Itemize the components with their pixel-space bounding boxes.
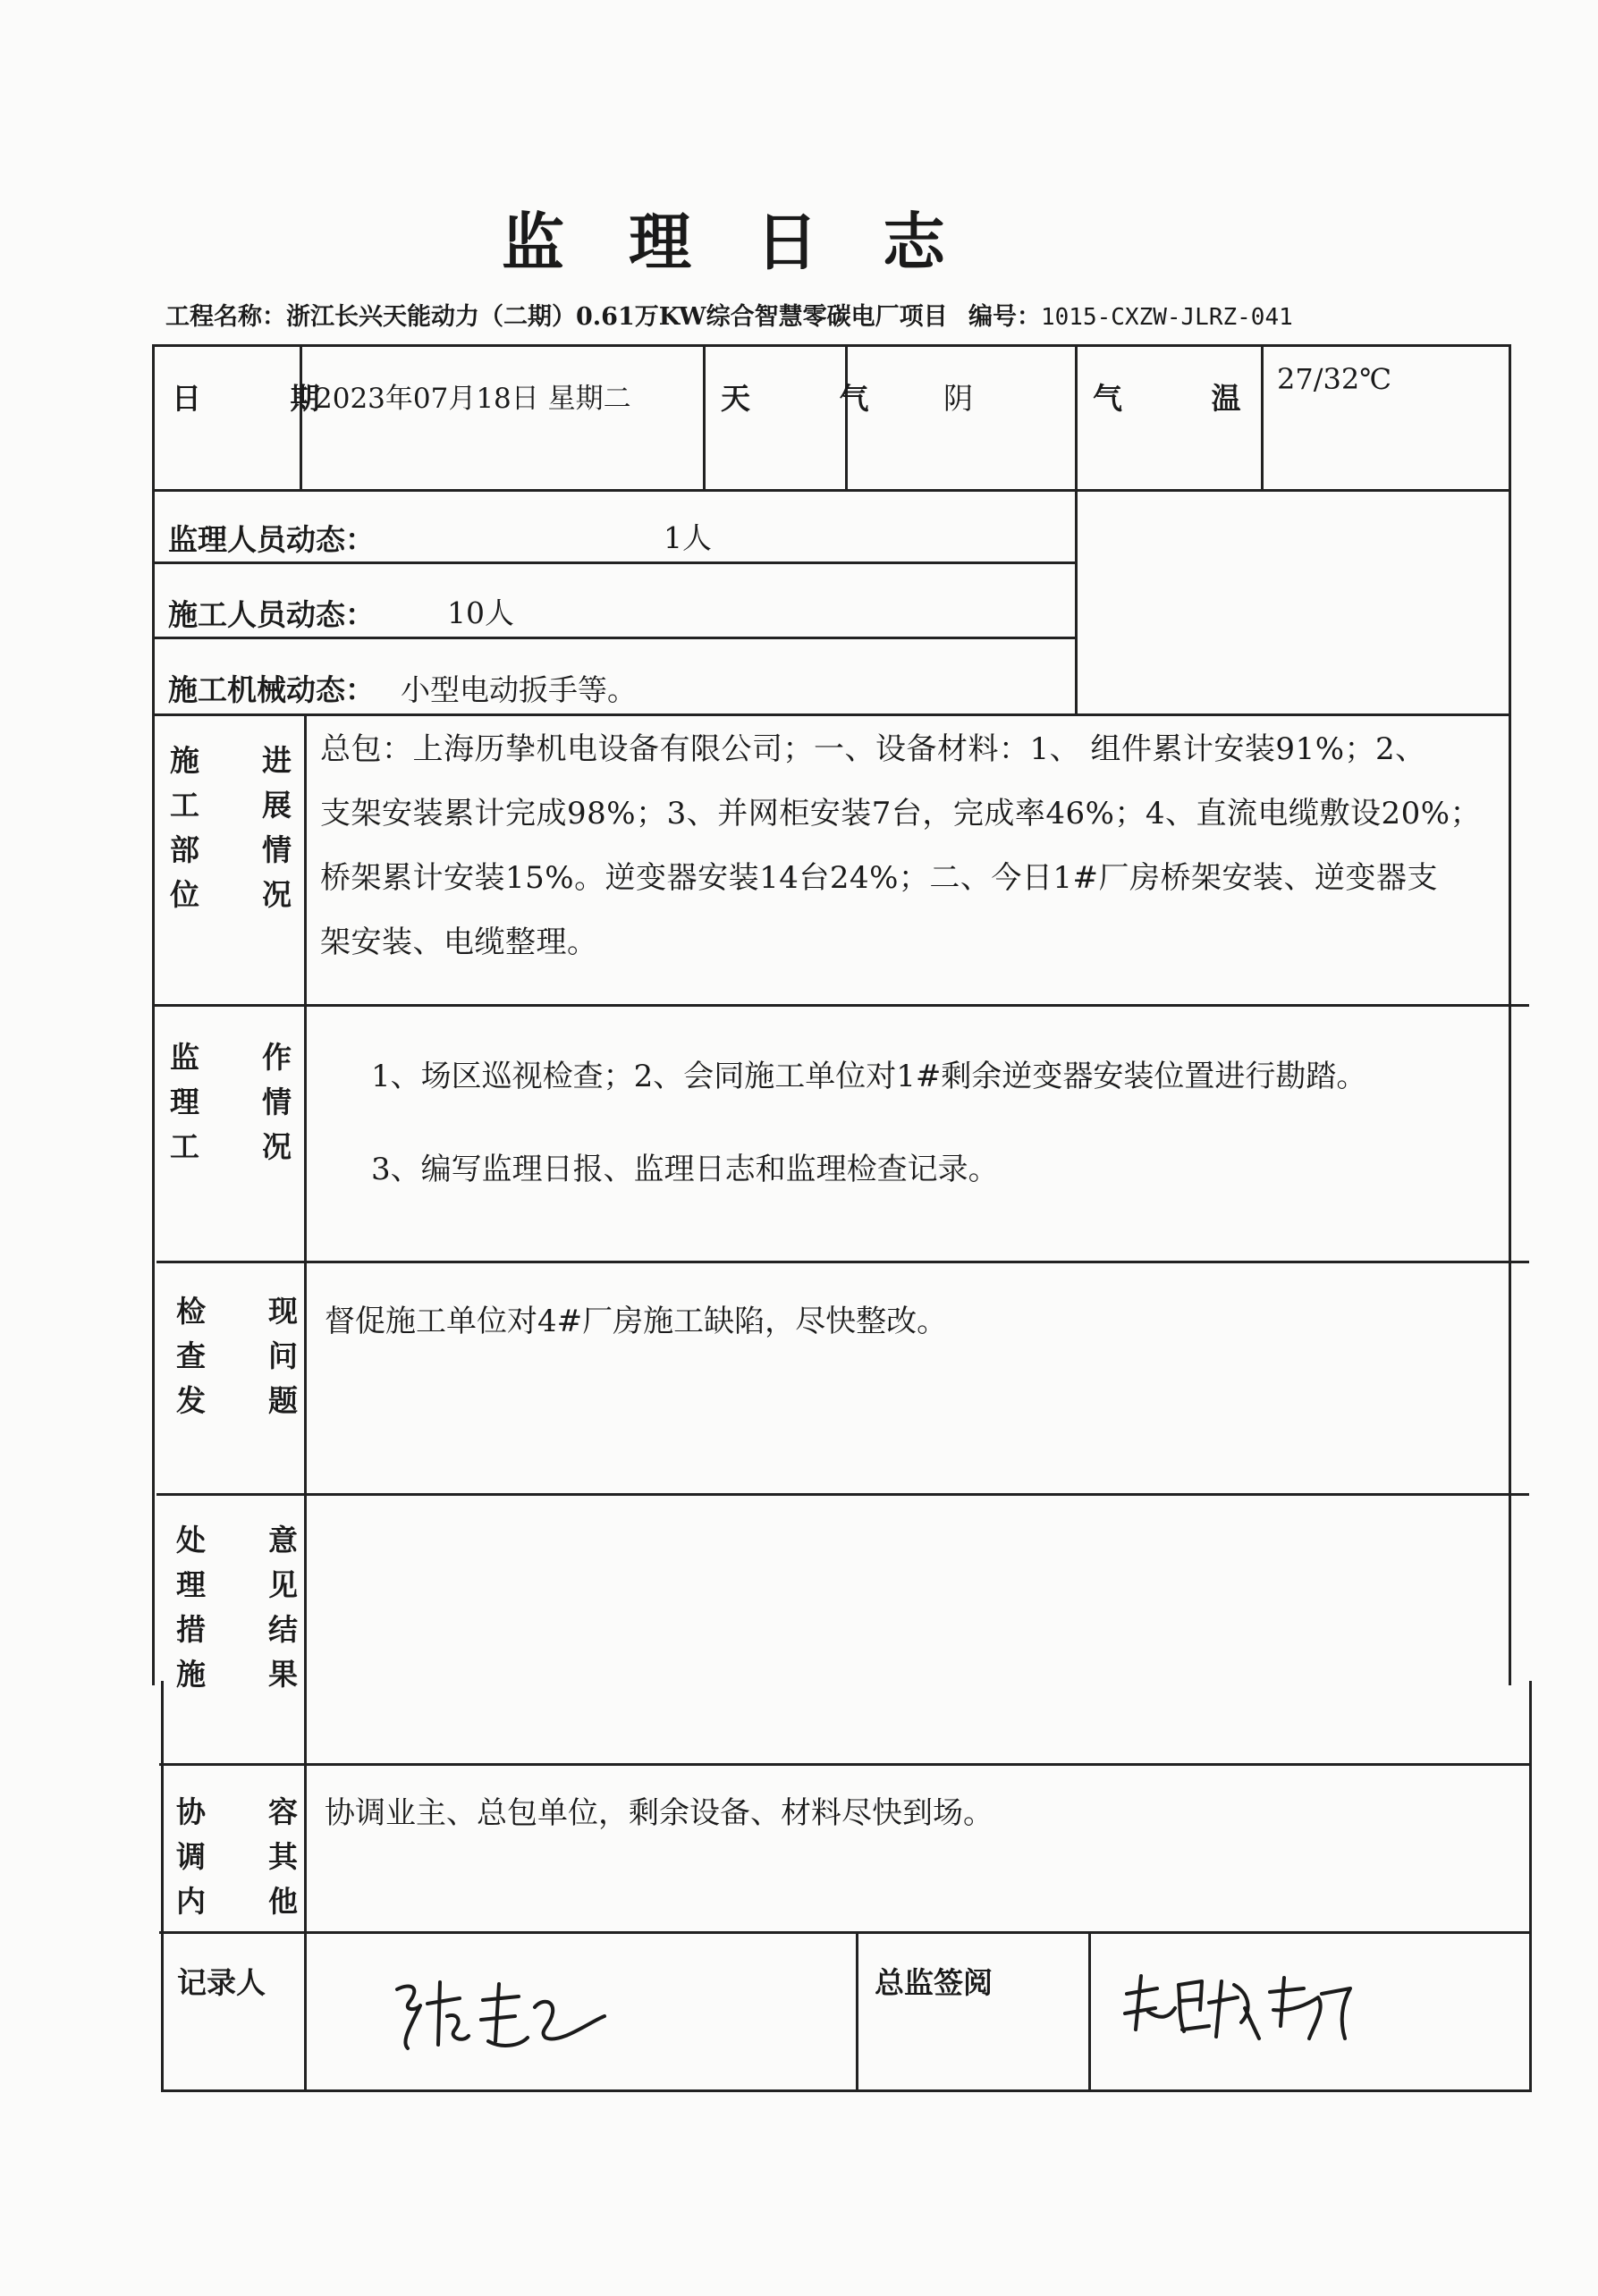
project-number: 1015-CXZW-JLRZ-041 xyxy=(1041,304,1293,331)
supervisor-staff-count: 1人 xyxy=(664,520,712,555)
machinery-label: 施工机械动态： xyxy=(168,672,375,707)
handling-section-label: 处 意 理 见 措 结 施 果 xyxy=(176,1523,298,1692)
weather-value: 阴 xyxy=(943,381,973,416)
chief-signature xyxy=(1116,1958,1357,2047)
project-name-label: 工程名称： xyxy=(165,303,286,331)
worker-staff-count: 10人 xyxy=(447,595,514,630)
project-info-line xyxy=(165,297,1480,332)
project-number-label: 编号： xyxy=(968,303,1041,331)
coordination-section-label: 协 容 调 其 内 他 xyxy=(176,1794,298,1919)
chief-review-label: 总监签阅 xyxy=(875,1965,993,2000)
issues-section-label: 检 现 查 问 发 题 xyxy=(176,1294,298,1418)
supervisor-staff-label: 监理人员动态： xyxy=(168,522,375,557)
supervision-content: 1、场区巡视检查；2、会同施工单位对1#剩余逆变器安装位置进行勘踏。 3、编写监理日报、监理日志和监理检查记录。 xyxy=(371,1059,1367,1187)
weather-label: 天 气 xyxy=(721,381,909,416)
progress-content: 总包：上海历挚机电设备有限公司；一、设备材料：1、 组件累计安装91%；2、 支架安装累计完成98%；3、并网柜安装7台，完成率46%；4、直流电缆敷设20%； 桥架累计安装15%。逆变器安装14台24%；二、今日1#厂房桥架安装、逆变器支 架安装、电缆整理。 xyxy=(320,731,1482,960)
supervision-section-label: 监 作 理 情 工 况 xyxy=(170,1040,292,1164)
recorder-signature xyxy=(385,1963,617,2061)
page-title: 监理日志 xyxy=(502,205,1010,279)
worker-staff-label: 施工人员动态： xyxy=(168,597,375,632)
coordination-content: 协调业主、总包单位，剩余设备、材料尽快到场。 xyxy=(325,1795,993,1831)
machinery-value: 小型电动扳手等。 xyxy=(401,672,637,707)
recorder-label: 记录人 xyxy=(177,1965,266,2000)
date-value: 2023年07月18日 星期二 xyxy=(315,383,631,415)
date-label: 日 期 xyxy=(172,381,359,416)
progress-section-label: 施 进 工 展 部 情 位 况 xyxy=(170,743,292,912)
project-name: 浙江长兴天能动力（二期）0.61万KW综合智慧零碳电厂项目 xyxy=(286,303,948,331)
temperature-value: 27/32℃ xyxy=(1277,362,1392,396)
issues-content: 督促施工单位对4#厂房施工缺陷，尽快整改。 xyxy=(325,1304,948,1339)
temperature-label: 气 温 xyxy=(1093,381,1281,416)
